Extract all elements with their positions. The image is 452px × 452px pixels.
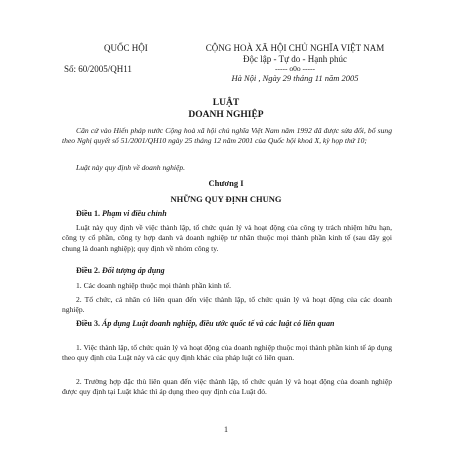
article-1-title: Phạm vi điều chỉnh [102,209,167,218]
article-3-title: Áp dụng Luật doanh nghiệp, điều ước quốc tế và các luật có liên quan [102,319,335,328]
law-title-label: LUẬT [212,98,240,108]
article-1-label: Điều 1. [76,209,100,218]
article-2-title: Đối tượng áp dụng [102,266,165,275]
document-number: Số: 60/2005/QH11 [64,64,132,74]
article-2-paragraph-1: 1. Các doanh nghiệp thuộc mọi thành phần kinh tế. [76,281,232,290]
law-title-name: DOANH NGHIỆP [188,110,264,120]
issuing-body: QUỐC HỘI [104,43,148,53]
header-separator: ----- o0o ----- [275,64,315,73]
article-2-heading [76,266,165,275]
country-name: CỘNG HOÀ XÃ HỘI CHỦ NGHĨA VIỆT NAM [205,43,385,53]
article-3-heading [62,319,392,330]
article-1-paragraph-1: Luật này quy định về việc thành lập, tổ chức quản lý và hoạt động của công ty trách nhiệm hữu hạn, công ty cổ phần, công ty hợp danh và doanh nghiệp tư nhân thuộc mọi thành phần kinh tế (sau đây gọi chung là doanh nghiệp); quy định về nhóm công ty. [62,223,392,253]
preamble-scope: Luật này quy định về doanh nghiệp. [76,163,186,172]
article-3-paragraph-1: 1. Việc thành lập, tổ chức quản lý và hoạt động của doanh nghiệp thuộc mọi thành phần kinh tế áp dụng theo quy định của Luật này và các quy định khác của pháp luật có liên quan. [62,343,392,363]
chapter-name: NHỮNG QUY ĐỊNH CHUNG [170,194,282,204]
chapter-label: Chương I [208,178,244,188]
article-3-label: Điều 3. [76,319,100,328]
issue-date: Hà Nội , Ngày 29 tháng 11 năm 2005 [231,73,359,83]
preamble-basis: Căn cứ vào Hiến pháp nước Cộng hoà xã hội chủ nghĩa Việt Nam năm 1992 đã được sửa đổi, bổ sung theo Nghị quyết số 51/2001/QH10 ngày 25 tháng 12 năm 2001 của Quốc hội khoá X, kỳ họp thứ 10; [62,126,392,146]
article-1-heading [76,209,167,218]
national-motto: Độc lập - Tự do - Hạnh phúc [243,54,347,64]
article-3-paragraph-2: 2. Trường hợp đặc thù liên quan đến việc thành lập, tổ chức quản lý và hoạt động của doanh nghiệp được quy định tại Luật khác thì áp dụng theo quy định của Luật đó. [62,377,392,397]
article-2-paragraph-2: 2. Tổ chức, cá nhân có liên quan đến việc thành lập, tổ chức quản lý và hoạt động của các doanh nghiệp. [62,295,392,315]
page-number: 1 [224,425,228,434]
article-2-label: Điều 2. [76,266,100,275]
